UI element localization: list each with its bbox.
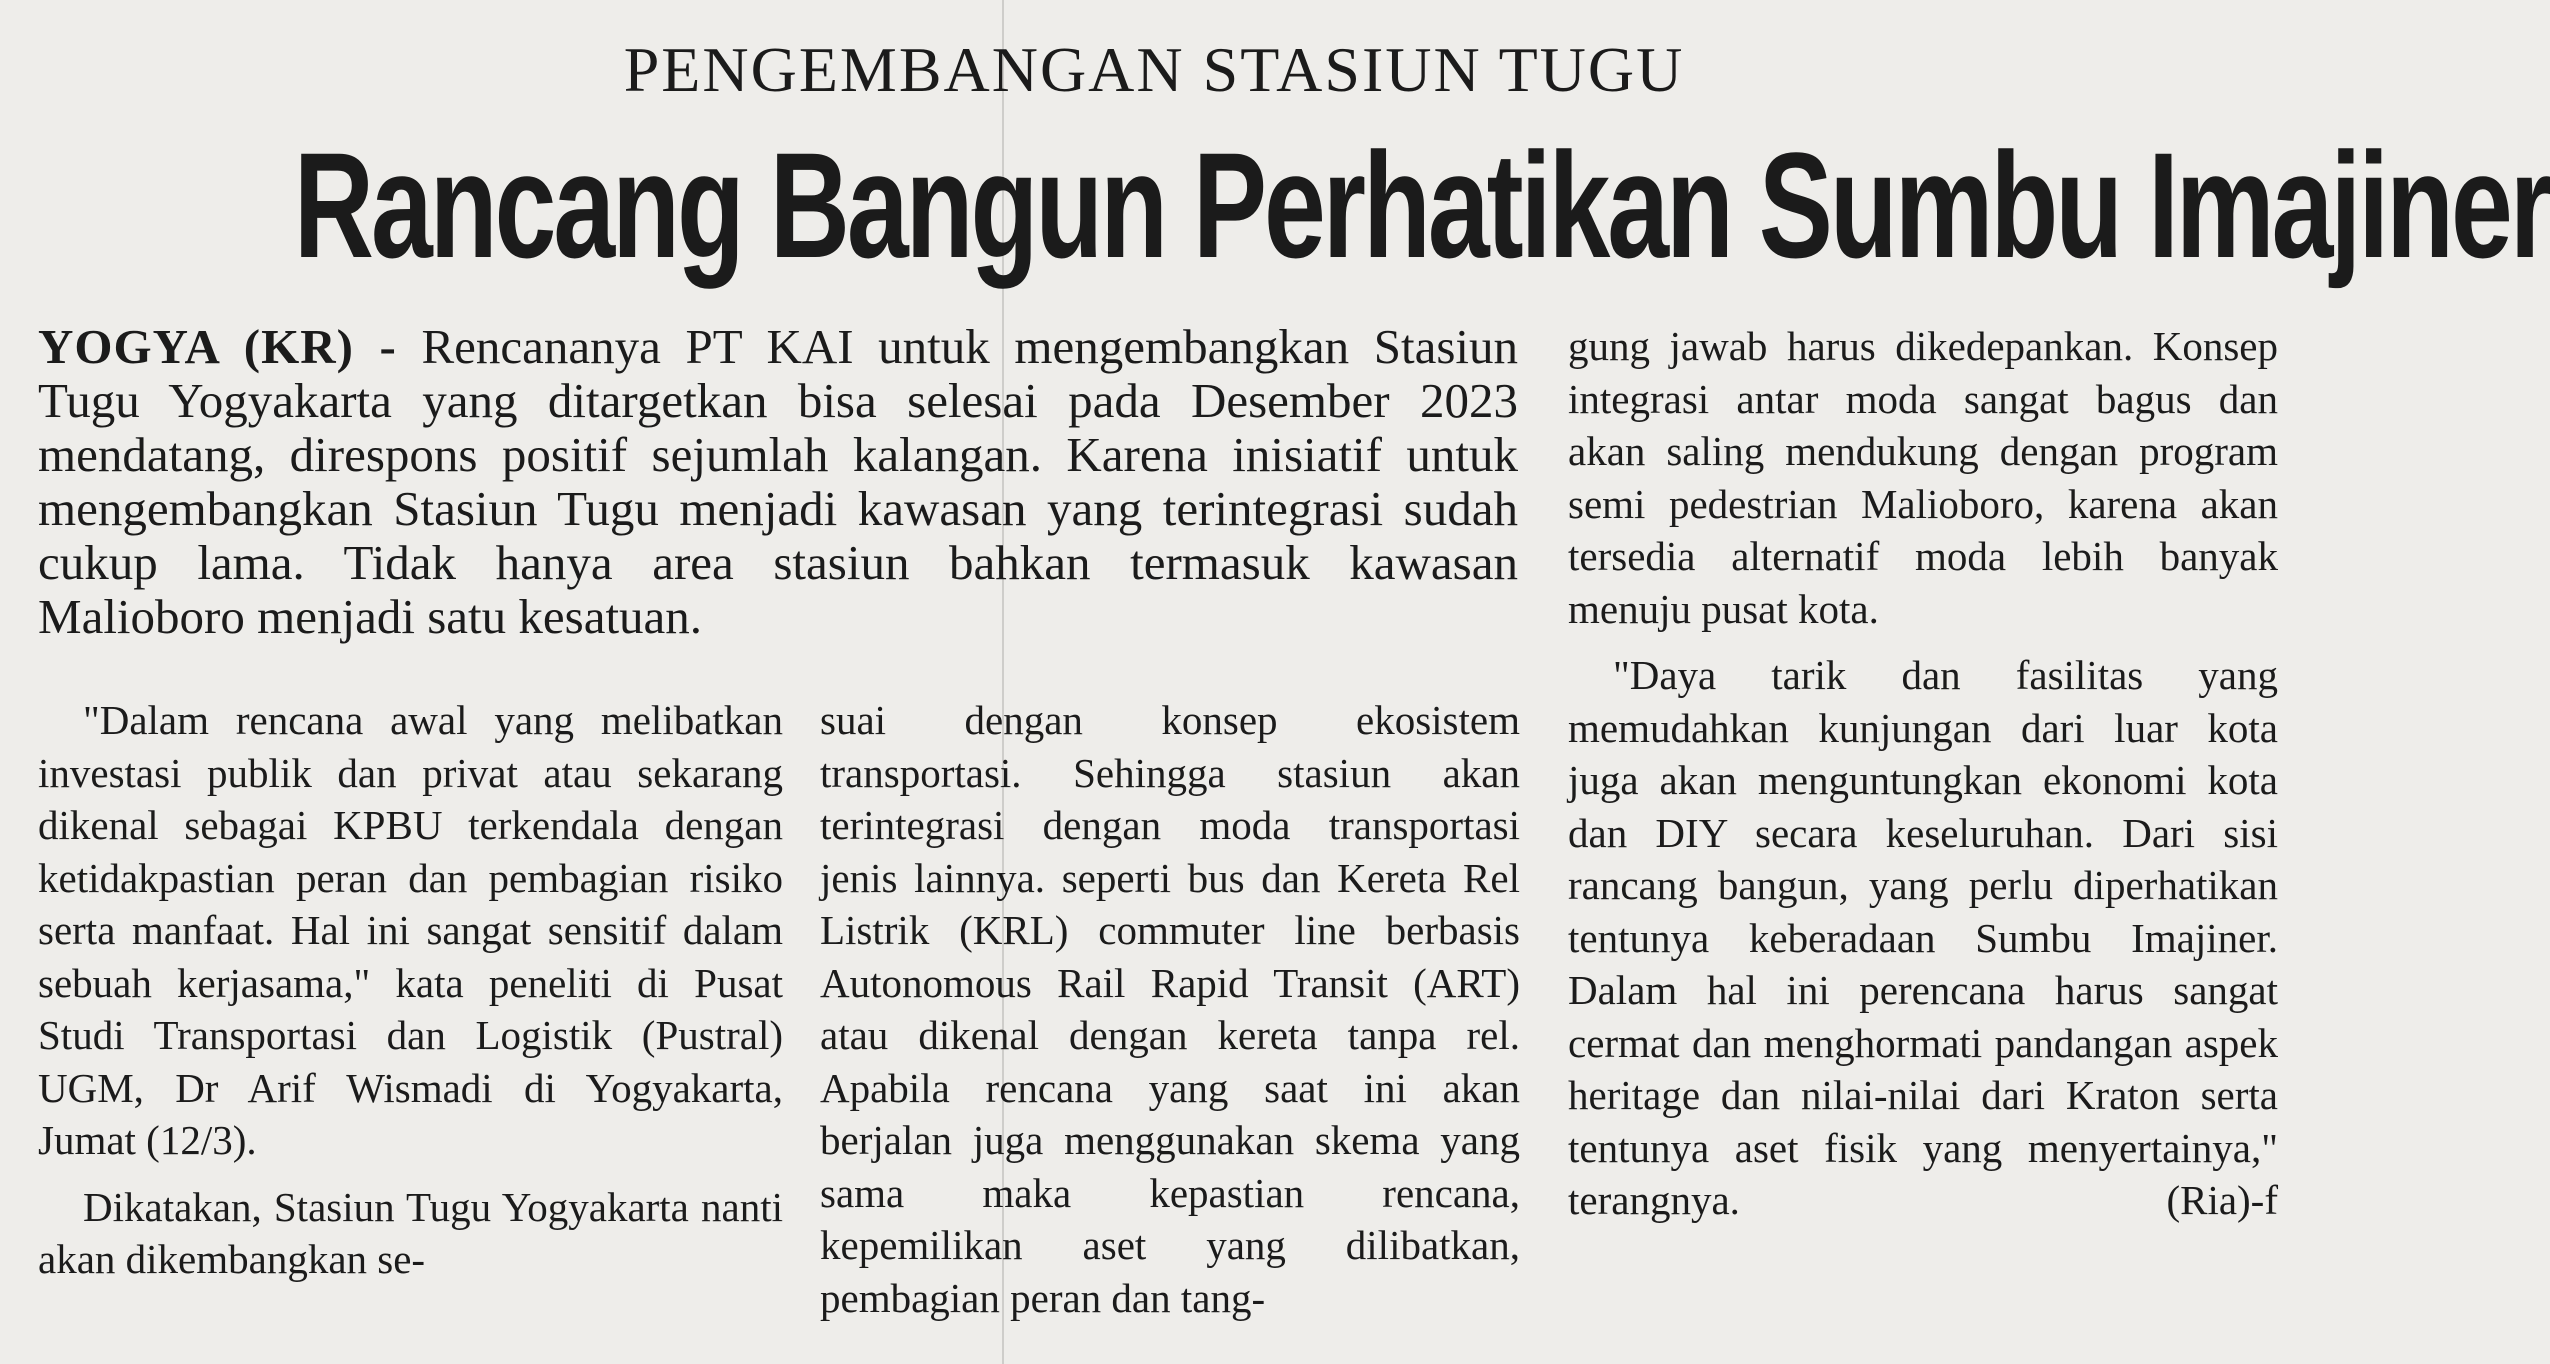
body-column-1 [38, 694, 783, 1286]
body-column-3 [1568, 320, 2278, 1227]
article-headline: Rancang Bangun Perhatikan Sumbu Imajiner [293, 121, 2550, 289]
paragraph-continuation: suai dengan konsep ekosistem transportasi. Sehingga stasiun akan terintegrasi dengan moda transportasi jenis lainnya. seperti bus dan Kereta Rel Listrik (KRL) commuter line berbasis Autonomous Rail Rapid Transit (ART) atau dikenal dengan kereta tanpa rel. Apabila rencana yang saat ini akan berjalan juga menggunakan skema yang sama maka kepastian rencana, kepemilikan aset yang dilibatkan, pembagian peran dan tang- [820, 697, 1520, 1321]
body-column-2 [820, 694, 1520, 1324]
paragraph-development: Dikatakan, Stasiun Tugu Yogyakarta nanti akan dikembangkan se- [38, 1183, 783, 1282]
paragraph-quote-opening: "Dalam rencana awal yang melibatkan investasi publik dan privat atau sekarang dikenal sebagai KPBU terkendala dengan ketidakpastian peran dan pembagian risiko serta manfaat. Hal ini sangat sensitif dalam sebuah kerjasama," kata peneliti di Pusat Studi Transportasi dan Logistik (Pustral) UGM, Dr Arif Wismadi di Yogyakarta, Jumat (12/3). [38, 697, 783, 1163]
paragraph-quote-closing [1568, 649, 2278, 1227]
dateline: YOGYA (KR) - [38, 319, 397, 374]
byline: (Ria)-f [2166, 1177, 2278, 1223]
paragraph-integration: gung jawab harus dikedepankan. Konsep integrasi antar moda sangat bagus dan akan saling mendukung dengan program semi pedestrian Malioboro, karena akan tersedia alternatif moda lebih banyak menuju pusat kota. [1568, 323, 2278, 632]
closing-quote-text: "Daya tarik dan fasilitas yang memudahkan kunjungan dari luar kota juga akan menguntungkan ekonomi kota dan DIY secara keseluruhan. Dari sisi rancang bangun, yang perlu diperhatikan tentunya keberadaan Sumbu Imajiner. Dalam hal ini perencana harus sangat cermat dan menghormati pandangan aspek heritage dan nilai-nilai dari Kraton serta tentunya aset fisik yang menyertainya," terangnya. [1568, 652, 2278, 1223]
article-kicker: PENGEMBANGAN STASIUN TUGU [623, 34, 1685, 105]
lead-text: Rencananya PT KAI untuk mengembangkan Stasiun Tugu Yogyakarta yang ditargetkan bisa selesai pada Desember 2023 mendatang, direspons positif sejumlah kalangan. Karena inisiatif untuk mengembangkan Stasiun Tugu menjadi kawasan yang terintegrasi sudah cukup lama. Tidak hanya area stasiun bahkan termasuk kawasan Malioboro menjadi satu kesatuan. [38, 319, 1519, 644]
lead-paragraph [38, 320, 1518, 644]
